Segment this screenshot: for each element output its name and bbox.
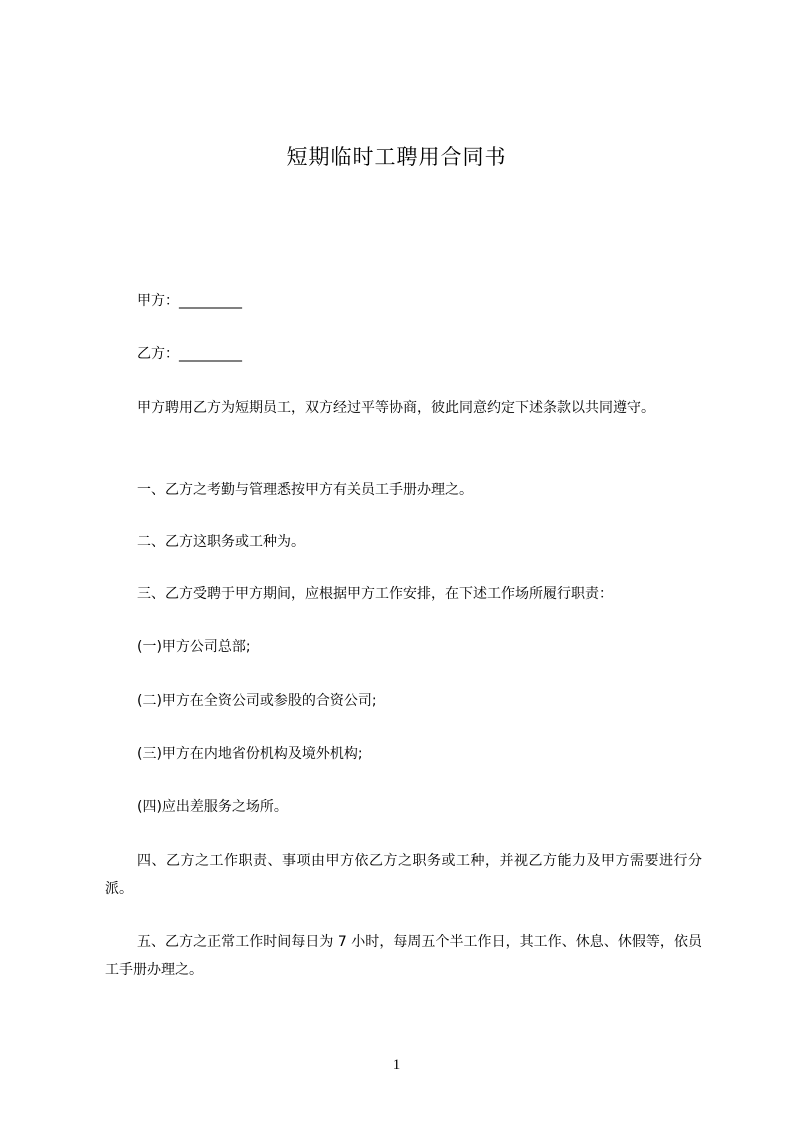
clause-4: 四、乙方之工作职责、事项由甲方依乙方之职务或工种，并视乙方能力及甲方需要进行分派。 bbox=[105, 853, 702, 897]
clause-3-item: (三)甲方在内地省份机构及境外机构; bbox=[137, 746, 363, 762]
clause-1: 一、乙方之考勤与管理悉按甲方有关员工手册办理之。 bbox=[137, 482, 473, 498]
clause-5: 五、乙方之正常工作时间每日为 7 小时，每周五个半工作日，其工作、休息、休假等，依员工手册办理之。 bbox=[105, 934, 702, 978]
party-a-line: 甲方：_________ bbox=[137, 293, 242, 309]
clause-2: 二、乙方这职务或工种为。 bbox=[137, 534, 305, 550]
clause-3-item: (四)应出差服务之场所。 bbox=[137, 799, 288, 815]
preamble-paragraph: 甲方聘用乙方为短期员工，双方经过平等协商，彼此同意约定下述条款以共同遵守。 bbox=[137, 400, 655, 416]
clause-3-item: (二)甲方在全资公司或参股的合资公司; bbox=[137, 693, 377, 709]
document-title: 短期临时工聘用合同书 bbox=[286, 145, 507, 169]
clause-3: 三、乙方受聘于甲方期间，应根据甲方工作安排，在下述工作场所履行职责： bbox=[137, 586, 613, 602]
clause-3-item: (一)甲方公司总部; bbox=[137, 639, 251, 655]
page-number: 1 bbox=[392, 1057, 401, 1073]
party-b-line: 乙方：_________ bbox=[137, 346, 242, 362]
